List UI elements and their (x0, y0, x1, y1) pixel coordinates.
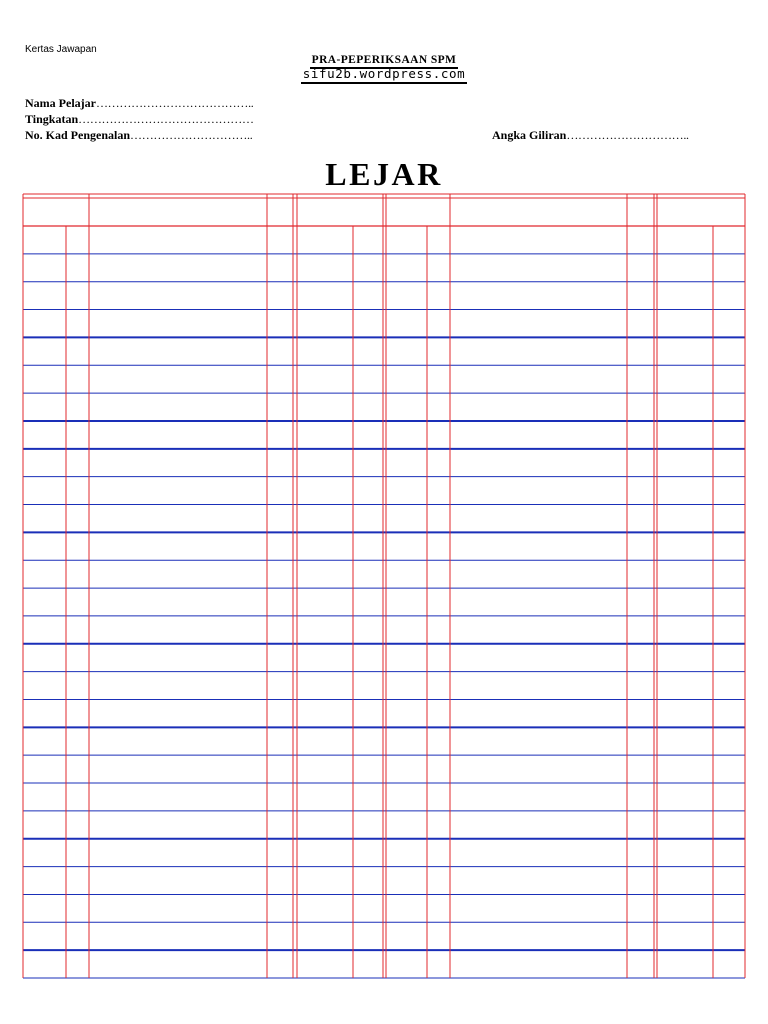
student-name-label: Nama Pelajar (25, 96, 96, 110)
exam-subtitle-text: sifu2b.wordpress.com (301, 66, 468, 84)
ledger-title: LEJAR (325, 156, 443, 192)
id-card-label: No. Kad Pengenalan (25, 128, 131, 142)
exam-number-dots: ………………………….. (566, 128, 689, 142)
student-name-dots: ………………………………….. (95, 96, 254, 110)
answer-sheet-label: Kertas Jawapan (25, 44, 97, 55)
id-card-dots: ………………………….. (130, 128, 253, 142)
form-level-label: Tingkatan (25, 112, 79, 126)
form-level-dots: ……………………………………… (78, 112, 254, 126)
exam-number-label: Angka Giliran (492, 128, 567, 142)
exam-title-text: PRA-PEPERIKSAAN SPM (310, 54, 459, 69)
